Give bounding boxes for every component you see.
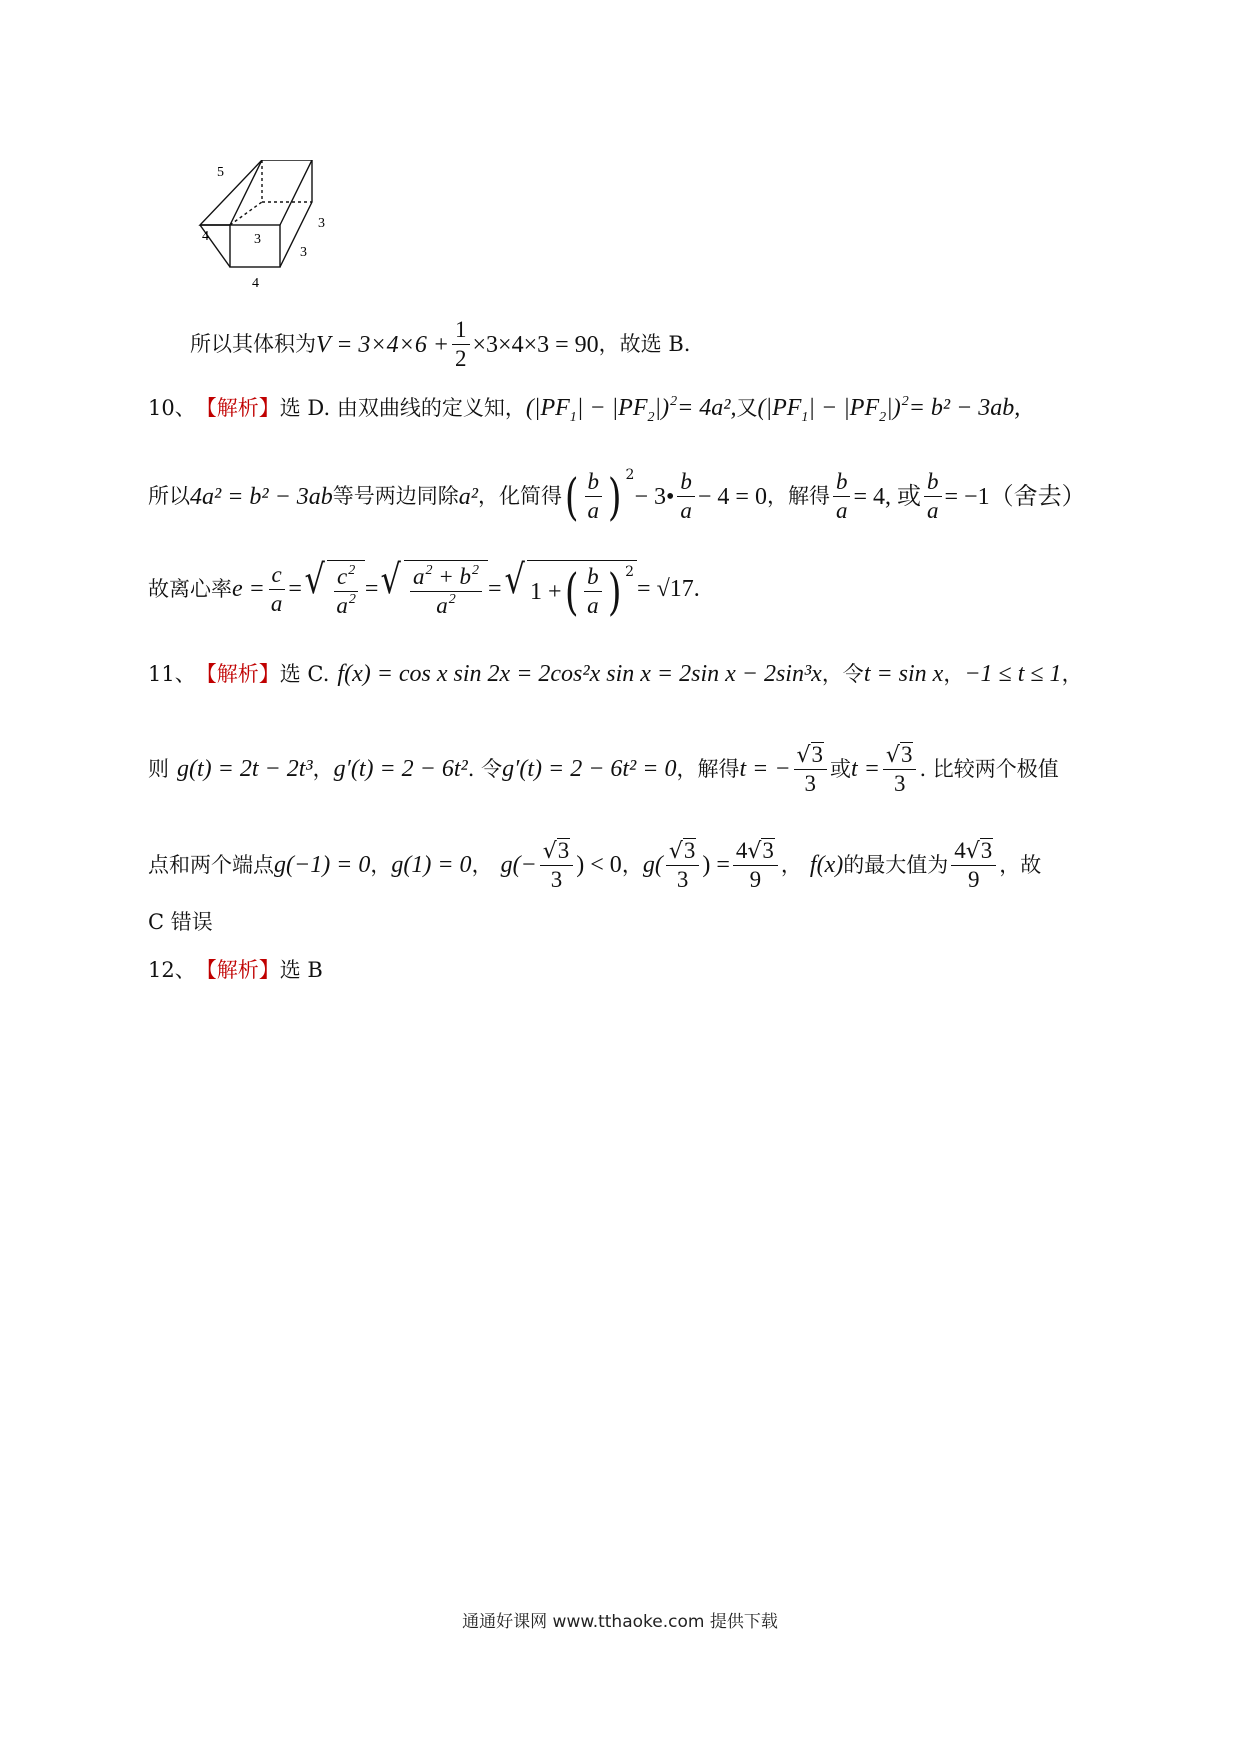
label-4-left: 4	[202, 229, 209, 244]
q11-gpt-zero: g′(t) = 2 − 6t² = 0	[502, 756, 677, 783]
q11-fx-eq: f(x) = cos x sin 2x = 2cos²x sin x = 2sin x − 2sin³x	[337, 661, 822, 687]
q11-t2: t =	[851, 756, 880, 783]
q12-tag: 【解析】	[195, 958, 280, 982]
q10-e-eq: e =	[232, 576, 265, 603]
q11-sep-2: ，	[471, 852, 493, 877]
q11-t-def: t = sin x	[863, 661, 944, 687]
frac-sqrt3-over-3-a: √ 3 3	[794, 742, 828, 796]
q11-tag: 【解析】	[195, 661, 280, 686]
q10-line2-text-c: ，化简得	[477, 484, 562, 509]
q11-line2-a: 则	[148, 756, 169, 781]
q12-line	[148, 960, 323, 981]
q10-tag: 【解析】	[195, 395, 280, 420]
frac-sqrt3-over-3-b: √ 3 3	[883, 742, 917, 796]
q10-line2-text-b: 等号两边同除	[332, 484, 459, 509]
q10-line3-end: = √17.	[637, 576, 700, 603]
q11-line3-end: ，故	[999, 852, 1042, 877]
label-3-mid: 3	[254, 232, 261, 247]
q11-number: 11、	[148, 661, 196, 686]
sqrt-a2b2-a2: √ $\frac{a^2 + b^2}{a^2}$	[378, 560, 488, 618]
frac-sqrt3-over-3-d: √ 3 3	[666, 838, 700, 892]
q11-line-3	[148, 838, 1041, 892]
q11-line3-a: 点和两个端点	[148, 852, 274, 877]
q11-line2-e: . 比较两个极值	[919, 756, 1059, 781]
q12-answer: 选 B	[279, 958, 323, 982]
q11-or: 或	[830, 756, 852, 781]
q10-abs-expr-1: $(|PF_1| - |PF_2|)^2$	[525, 394, 678, 425]
q10-line2-a2: a²	[458, 483, 478, 510]
frac-sqrt3-over-3-c: √ 3 3	[540, 838, 574, 892]
q10-line1-text: 选 D. 由双曲线的定义知，	[279, 395, 526, 420]
q12-number: 12、	[148, 958, 196, 982]
frac-b-over-a-2: $\frac{b}{a}$	[677, 470, 695, 523]
q11-g-minus1: g(−1) = 0	[274, 852, 371, 879]
label-4-bottom: 4	[252, 276, 259, 290]
q10-line-2	[148, 466, 1086, 526]
q11-sep-1: ，	[370, 852, 392, 877]
q9-prefix: 所以其体积为	[190, 332, 316, 357]
q10-abs-expr-2: $(|PF_1| - |PF_2|)^2$	[757, 394, 909, 425]
frac-b-over-a-4: $\frac{b}{a}$	[924, 470, 942, 523]
q10-line2-text-a: 所以	[148, 484, 190, 509]
q10-line-3: 故离心率 e = $\frac{c}{a}$ = √ $\frac{c^2}{a^2}$ = √ $\frac{a^2 + b^2}{a^2}$ = √ 1 + ( $\frac{b}{a}$ ) 2 = √17.	[148, 557, 700, 621]
q10-line2-rest: − 3•	[634, 483, 675, 510]
sqrt-1-ba2: √ 1 + ( $\frac{b}{a}$ ) 2	[502, 560, 638, 618]
q10-line2-e: = 4, 或	[853, 483, 921, 510]
q11-gpt: g′(t) = 2 − 6t²	[333, 756, 468, 783]
q10-eq2: = b² − 3ab,	[908, 395, 1021, 421]
q9-formula-v: V = 3×4×6 +	[316, 331, 450, 358]
q10-line-1	[148, 394, 1021, 425]
q10-line2-text-d: ，解得	[766, 484, 830, 509]
sqrt-c2-a2: √ $\frac{c^2}{a^2}$	[302, 560, 365, 618]
q11-line2-c: . 令	[467, 756, 503, 781]
q11-line1-a: 选 C.	[279, 661, 330, 686]
q11-line1-d: ，	[1061, 661, 1083, 686]
q11-line2-d: ，解得	[676, 756, 740, 781]
frac-b-over-a-3: $\frac{b}{a}$	[833, 470, 851, 523]
q9-volume-line	[190, 318, 690, 371]
label-3-right-bottom: 3	[300, 245, 307, 260]
q10-line2-rest2: − 4 = 0	[697, 483, 767, 510]
q11-line-2	[148, 742, 1059, 796]
q11-g3: g(−	[500, 852, 537, 879]
q11-t1: t = −	[739, 756, 791, 783]
q10-eq1: = 4a²,	[677, 395, 737, 421]
q11-t-range: −1 ≤ t ≤ 1	[964, 661, 1062, 687]
q9-formula-rest: ×3×4×3 = 90	[472, 331, 599, 358]
q10-mid: 又	[736, 395, 758, 420]
q11-line1-b: ，令	[821, 661, 864, 686]
q11-sep-4: ，	[780, 852, 802, 877]
q11-g-1: g(1) = 0	[391, 852, 472, 879]
label-3-right-top: 3	[318, 216, 325, 231]
q11-max-text: 的最大值为	[843, 852, 949, 877]
q9-half-num: 1	[452, 318, 470, 345]
q10-number: 10、	[148, 395, 196, 420]
q10-line2-eq: 4a² = b² − 3ab	[190, 483, 333, 510]
q9-suffix: ，故选 B.	[598, 332, 691, 357]
q10-line3-text: 故离心率	[148, 576, 232, 601]
page-footer: 通通好课网 www.tthaoke.com 提供下载	[462, 1612, 778, 1632]
q11-line1-c: ，	[943, 661, 965, 686]
q11-g4: g(	[642, 852, 663, 879]
q10-line2-f: = −1（舍去）	[944, 483, 1086, 510]
q11-line2-b: ，	[312, 756, 334, 781]
q9-half-den: 2	[455, 346, 467, 372]
frac-4sqrt3-over-9-b: 4 √ 3 9	[951, 838, 996, 892]
frac-c-over-a: $\frac{c}{a}$	[268, 563, 286, 616]
paren-open: (	[564, 467, 579, 526]
q11-g4b: ) =	[702, 852, 730, 879]
q11-sep-3: ，	[621, 852, 643, 877]
q11-fx: f(x)	[809, 852, 844, 879]
solid-figure	[190, 160, 350, 290]
frac-4sqrt3-over-9-a: 4 √ 3 9	[733, 838, 778, 892]
square-sup: 2	[625, 466, 635, 483]
q11-conclusion: C 错误	[148, 910, 213, 934]
label-5: 5	[217, 165, 224, 180]
q11-g3b: ) < 0	[576, 852, 622, 879]
paren-close: )	[607, 467, 622, 526]
q11-line-4	[148, 912, 213, 933]
q11-line-1	[148, 662, 1083, 686]
frac-b-over-a-1: $\frac{b}{a}$	[585, 470, 603, 523]
q9-half-fraction	[452, 318, 470, 371]
q11-gt: g(t) = 2t − 2t³	[177, 756, 313, 783]
